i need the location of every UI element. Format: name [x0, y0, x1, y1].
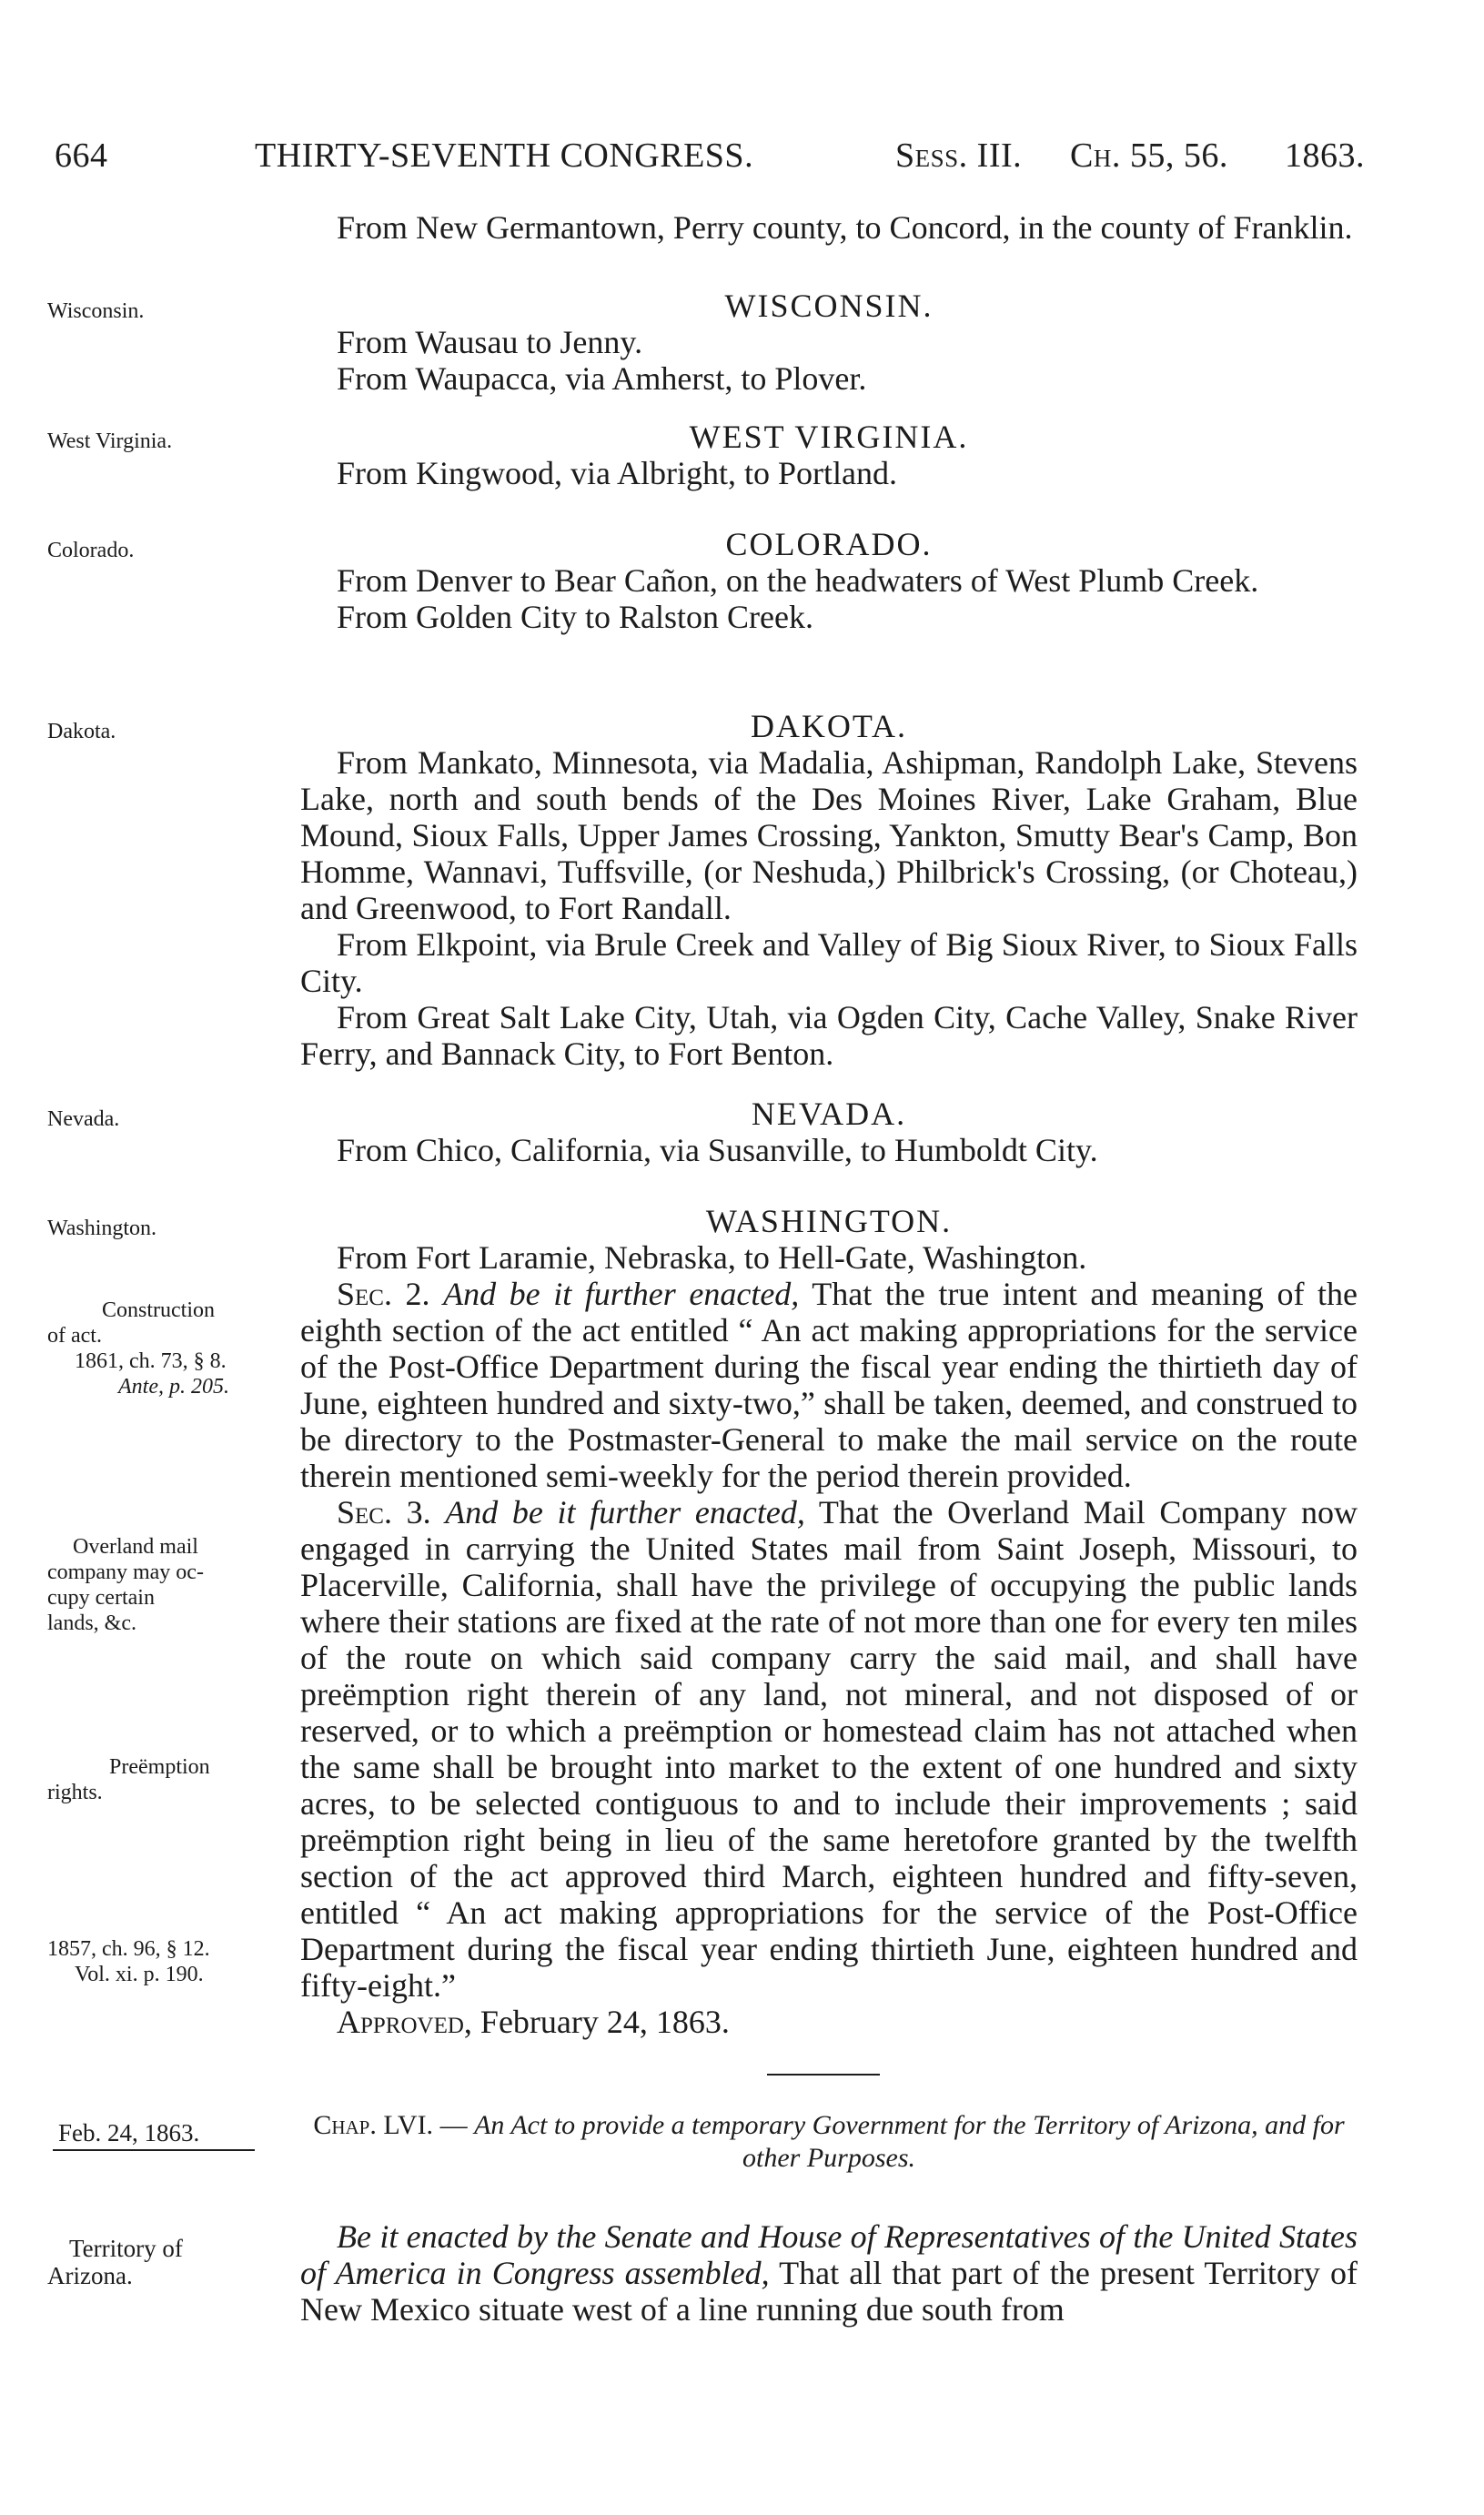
header-year: 1863. — [1285, 136, 1365, 175]
chapter-number: Chap. LVI. — [313, 2110, 434, 2140]
heading-west-virginia: WEST VIRGINIA. — [689, 419, 969, 455]
margin-note-date: Feb. 24, 1863. — [58, 2119, 200, 2146]
enacting-text: That all that part of the present Territory of New Mexico situate west of a line running due south from — [300, 2255, 1358, 2328]
page-header — [55, 133, 1365, 178]
sec3-label: Sec. 3. — [337, 1494, 431, 1530]
margin-overland-line4: lands, &c. — [47, 1611, 136, 1635]
margin-note-colorado: Colorado. — [47, 539, 135, 562]
route-mankato: From Mankato, Minnesota, via Madalia, Ashipman, Randolph Lake, Stevens Lake, north and south bends of the Des Moines River, Lake Graham, Blue Mound, Sioux Falls, Upper James Crossing, Yankton, Smutty Bear's Camp, Bon Homme, Wannavi, Tuffsville, (or Neshuda,) Philbrick's Crossing, (or Choteau,) and Greenwood, to Fort Randall. — [300, 744, 1358, 926]
section-west-virginia — [300, 419, 1358, 491]
margin-construction-line2: of act. — [47, 1324, 102, 1348]
margin-preemption-line1: Preëmption — [109, 1755, 210, 1779]
enacting-clause: Be it enacted by the Senate and House of Representatives of the United States of America in Congress assembled, — [300, 2218, 1358, 2291]
margin-construction-line3: 1861, ch. 73, § 8. — [75, 1349, 227, 1373]
section-arizona-enactment — [300, 2218, 1358, 2328]
route-laramie: From Fort Laramie, Nebraska, to Hell-Gate, Washington. — [337, 1239, 1087, 1276]
margin-construction-line4: Ante, p. 205. — [118, 1375, 229, 1399]
margin-note-act-1857 — [47, 1936, 293, 1987]
session-label: Sess. III. — [895, 136, 1023, 175]
section-washington — [300, 1203, 1358, 2040]
chapter-label: Ch. 55, 56. — [1070, 136, 1228, 175]
separator-rule — [767, 2074, 880, 2076]
section-3 — [300, 1494, 1358, 2004]
sec3-enacting-words: And be it further enacted, — [445, 1494, 805, 1530]
route-golden: From Golden City to Ralston Creek. — [337, 599, 813, 635]
margin-note-west-virginia: West Virginia. — [47, 429, 173, 453]
margin-note-nevada: Nevada. — [47, 1107, 120, 1131]
heading-washington: WASHINGTON. — [705, 1203, 953, 1239]
route-wausau: From Wausau to Jenny. — [337, 324, 643, 360]
margin-note-overland — [47, 1534, 293, 1636]
margin-territory-line1: Territory of — [69, 2235, 183, 2262]
sec3-text: That the Overland Mail Company now engaged in carrying the United States mail from Saint Joseph, Missouri, to Placerville, California, shall have the privilege of occupying the public lands where their stations are fixed at the rate of not more than one for every ten miles of the route on which said company carry the said mail, and shall have preëmption right therein of any land, not mineral, and not disposed of or reserved, or to which a preëmption or homestead claim has not attached when the same shall be brought into market to the extent of one hundred and sixty acres, to be selected contiguous to and to include their improvements ; said preëmption right being in lieu of the same heretofore granted by the twelfth section of the act approved third March, eighteen hundred and fifty-seven, entitled “ An act making appropriations for the service of the Post-Office Department during the fiscal year ending thirtieth June, eighteen hundred and fifty-eight.” — [300, 1494, 1358, 2004]
route-chico: From Chico, California, via Susanville, to Humboldt City. — [337, 1132, 1098, 1168]
section-nevada — [300, 1096, 1358, 1168]
approved-label: Approved, — [337, 2004, 472, 2040]
section-colorado — [300, 526, 1358, 635]
margin-overland-line2: company may oc- — [47, 1561, 204, 1584]
margin-overland-line3: cupy certain — [47, 1586, 155, 1610]
heading-nevada: NEVADA. — [751, 1096, 907, 1132]
page-number: 664 — [55, 136, 108, 175]
margin-note-territory — [47, 2235, 293, 2289]
chapter-heading — [300, 2109, 1358, 2175]
sec2-text: That the true intent and meaning of the eighth section of the act entitled “ An act making appropriations for the service of the Post-Office Department during the fiscal year ending the thirtieth day of June, eighteen hundred and sixty-two,” shall be taken, deemed, and construed to be directory to the Postmaster-General to make the mail service on the route therein mentioned semi-weekly for the period therein provided. — [300, 1276, 1358, 1494]
margin-1857-line1: 1857, ch. 96, § 12. — [47, 1937, 210, 1961]
margin-note-washington: Washington. — [47, 1217, 157, 1240]
route-waupacca: From Waupacca, via Amherst, to Plover. — [337, 360, 867, 397]
enacting-paragraph — [300, 2218, 1358, 2328]
margin-note-construction — [47, 1298, 293, 1399]
date-underline — [53, 2149, 255, 2151]
running-title: THIRTY-SEVENTH CONGRESS. — [255, 136, 754, 175]
heading-wisconsin: WISCONSIN. — [724, 288, 934, 324]
heading-colorado: COLORADO. — [725, 526, 933, 562]
margin-construction-line1: Construction — [102, 1298, 215, 1322]
sec2-label: Sec. 2. — [337, 1276, 430, 1312]
chapter-dash: — — [433, 2110, 475, 2140]
route-germantown: From New Germantown, Perry county, to Concord, in the county of Franklin. — [337, 209, 1353, 246]
margin-note-preemption — [47, 1754, 293, 1805]
margin-1857-line2: Vol. xi. p. 190. — [75, 1963, 204, 1986]
margin-preemption-line2: rights. — [47, 1781, 103, 1804]
margin-territory-line2: Arizona. — [47, 2262, 133, 2289]
sec2-enacting-words: And be it further enacted, — [443, 1276, 800, 1312]
heading-dakota: DAKOTA. — [750, 708, 908, 744]
section-wisconsin — [300, 288, 1358, 397]
approved-date: February 24, 1863. — [480, 2004, 730, 2040]
chapter-title: An Act to provide a temporary Government for the Territory of Arizona, and for other Purposes. — [474, 2110, 1345, 2173]
margin-overland-line1: Overland mail — [73, 1535, 198, 1559]
route-elkpoint: From Elkpoint, via Brule Creek and Valley of Big Sioux River, to Sioux Falls City. — [300, 926, 1358, 999]
approval-line — [300, 2004, 1358, 2040]
route-denver: From Denver to Bear Cañon, on the headwaters of West Plumb Creek. — [337, 562, 1259, 599]
route-salt-lake: From Great Salt Lake City, Utah, via Ogden City, Cache Valley, Snake River Ferry, and Bannack City, to Fort Benton. — [300, 999, 1358, 1072]
margin-note-dakota: Dakota. — [47, 720, 116, 743]
section-2 — [300, 1276, 1358, 1494]
margin-note-wisconsin: Wisconsin. — [47, 299, 145, 323]
route-kingwood: From Kingwood, via Albright, to Portland. — [337, 455, 897, 491]
section-dakota — [300, 708, 1358, 1072]
block-germantown — [300, 209, 1358, 246]
